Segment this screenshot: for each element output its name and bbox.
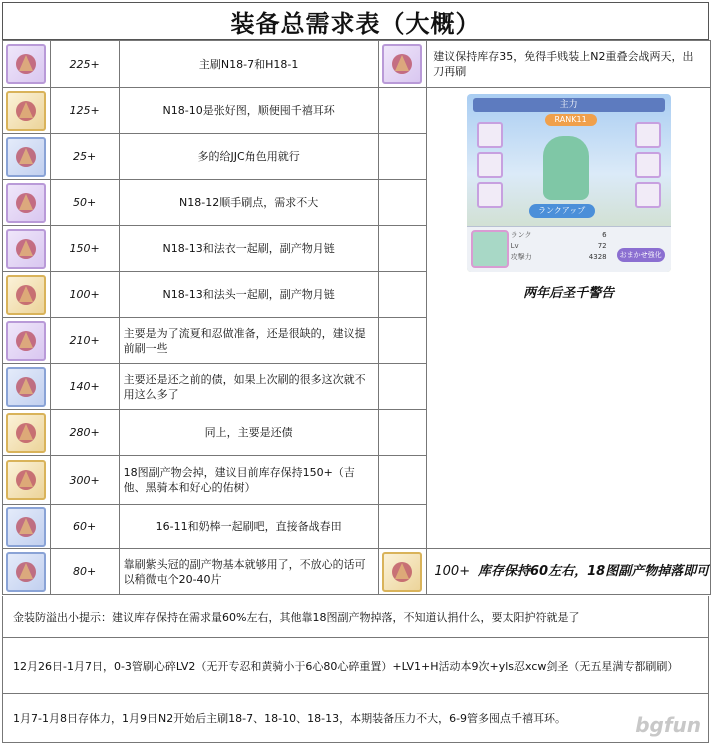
stat-value-atk: 4328: [588, 253, 607, 261]
equipment-icon-cell: [3, 41, 51, 88]
note-cell: 多的给JJC角色用就行: [119, 134, 378, 180]
stat-label-lv: Lv: [510, 242, 519, 250]
earring-icon: [382, 44, 422, 84]
note-cell: 同上，主要是还债: [119, 410, 378, 456]
equip-slot: [477, 152, 503, 178]
equipment-icon-cell: [3, 88, 51, 134]
silver-sword-icon: [6, 367, 46, 407]
equipment-table: [2, 40, 711, 595]
empty-icon-cell: [378, 88, 427, 134]
equip-slot: [477, 182, 503, 208]
page-title: 装备总需求表（大概）: [2, 2, 709, 40]
stat-value-lv: 72: [597, 242, 607, 250]
bgfun-logo: bgfun: [635, 713, 701, 737]
equipment-row: [3, 549, 711, 595]
quantity-cell: 150+: [50, 226, 119, 272]
pink-armor-icon: [6, 44, 46, 84]
stat-label-atk: 攻撃力: [510, 253, 532, 261]
equipment-icon-cell: [3, 180, 51, 226]
stat-value-rank: 6: [602, 231, 607, 239]
equip-slot: [635, 182, 661, 208]
empty-icon-cell: [378, 180, 427, 226]
equipment-icon-cell: [3, 318, 51, 364]
game-equipment-screenshot: [467, 94, 671, 272]
quantity-cell: 210+: [50, 318, 119, 364]
equipment-icon-cell: [3, 505, 51, 549]
brown-bag-icon: [6, 91, 46, 131]
character-avatar: [471, 230, 509, 268]
equipment-icon-cell: [3, 456, 51, 505]
gold-crown-info: [427, 549, 711, 595]
robe-icon: [6, 275, 46, 315]
quantity-cell: 225+: [50, 41, 119, 88]
footer-schedule-1: 12月26日-1月7日，0-3管刷心碎LV2（无开专忍和黄骑小于6心80心碎重置）+LV1+H活动本9次+yls忍xcw剑圣（无五星满专都刷刷）: [13, 659, 679, 673]
empty-icon-cell: [378, 272, 427, 318]
equipment-icon-cell: [3, 226, 51, 272]
earring-cell: [378, 41, 427, 88]
necklace-icon: [6, 460, 46, 500]
quantity-cell: 125+: [50, 88, 119, 134]
note-cell: 主刷N18-7和H18-1: [119, 41, 378, 88]
crest-shield-icon: [6, 552, 46, 592]
character-figure: [543, 136, 589, 200]
note-cell: 靠刷紫头冠的副产物基本就够用了，不放心的话可以稍微屯个20-40片: [119, 549, 378, 595]
note-cell: 18图副产物会掉，建议目前库存保持150+（吉他、黑骑本和好心的佑树）: [119, 456, 378, 505]
empty-icon-cell: [378, 364, 427, 410]
rank-up-label: ランクアップ: [537, 206, 586, 215]
stat-label-rank: ランク: [510, 231, 532, 239]
equipment-row: [3, 88, 711, 134]
note-cell: N18-13和法衣一起刷，副产物月链: [119, 226, 378, 272]
empty-icon-cell: [378, 134, 427, 180]
note-cell: N18-10是张好图，顺便囤千禧耳环: [119, 88, 378, 134]
equipment-screenshot-panel: [427, 88, 711, 549]
gold-crown-note: 库存保持60左右，18图副产物掉落即可: [478, 564, 710, 579]
equipment-row: [3, 41, 711, 88]
rank-label: RANK11: [554, 115, 587, 124]
gold-crown-cell: [378, 549, 427, 595]
footer-tip-row: [2, 596, 709, 638]
note-cell: 主要是为了流夏和忍做准备，还是很缺的，建议提前刷一些: [119, 318, 378, 364]
gold-crown-qty: 100+: [434, 564, 471, 579]
empty-icon-cell: [378, 410, 427, 456]
quantity-cell: 280+: [50, 410, 119, 456]
blue-jacket-icon: [6, 137, 46, 177]
empty-icon-cell: [378, 226, 427, 272]
footer-schedule-2: 1月7-1月8日存体力，1月9日N2开始后主刷18-7、18-10、18-13，本期装备压力不大，6-9管多囤点千禧耳环。: [13, 712, 567, 725]
quantity-cell: 25+: [50, 134, 119, 180]
quantity-cell: 300+: [50, 456, 119, 505]
quantity-cell: 140+: [50, 364, 119, 410]
equipment-icon-cell: [3, 549, 51, 595]
note-cell: N18-12顺手刷点，需求不大: [119, 180, 378, 226]
equipment-icon-cell: [3, 272, 51, 318]
note-cell: N18-13和法头一起刷，副产物月链: [119, 272, 378, 318]
empty-icon-cell: [378, 505, 427, 549]
screenshot-header-label: 主力: [559, 100, 578, 110]
empty-icon-cell: [378, 456, 427, 505]
equipment-icon-cell: [3, 410, 51, 456]
note-cell: 主要还是还之前的债，如果上次刷的很多这次就不用这么多了: [119, 364, 378, 410]
shield-ring-icon: [6, 183, 46, 223]
gold-crown-icon: [382, 552, 422, 592]
auto-enhance-label: おまかせ強化: [619, 251, 662, 259]
red-sword-icon: [6, 321, 46, 361]
empty-icon-cell: [378, 318, 427, 364]
dark-crown-icon: [6, 229, 46, 269]
equip-slot: [477, 122, 503, 148]
warning-text: 两年后圣千警告: [523, 286, 615, 301]
bracelet-icon: [6, 507, 46, 547]
footer-schedule-row-1: [2, 638, 709, 694]
stat-values: [577, 230, 607, 263]
equipment-icon-cell: [3, 134, 51, 180]
equip-slot: [635, 122, 661, 148]
footer-schedule-row-2: [2, 694, 709, 743]
quantity-cell: 100+: [50, 272, 119, 318]
note-cell: 16-11和奶棒一起刷吧，直接备战春田: [119, 505, 378, 549]
equipment-icon-cell: [3, 364, 51, 410]
stat-labels: [511, 230, 532, 263]
quantity-cell: 80+: [50, 549, 119, 595]
quantity-cell: 60+: [50, 505, 119, 549]
quantity-cell: 50+: [50, 180, 119, 226]
footer-tip: 金装防溢出小提示：建议库存保持在需求量60%左右，其他靠18图副产物掉落，不知道认捐什么，要太阳护符就是了: [13, 610, 580, 624]
gold-item-icon: [6, 413, 46, 453]
equip-slot: [635, 152, 661, 178]
earring-note: 建议保持库存35，免得手贱装上N2重叠会战两天，出刀再刷: [427, 41, 711, 88]
